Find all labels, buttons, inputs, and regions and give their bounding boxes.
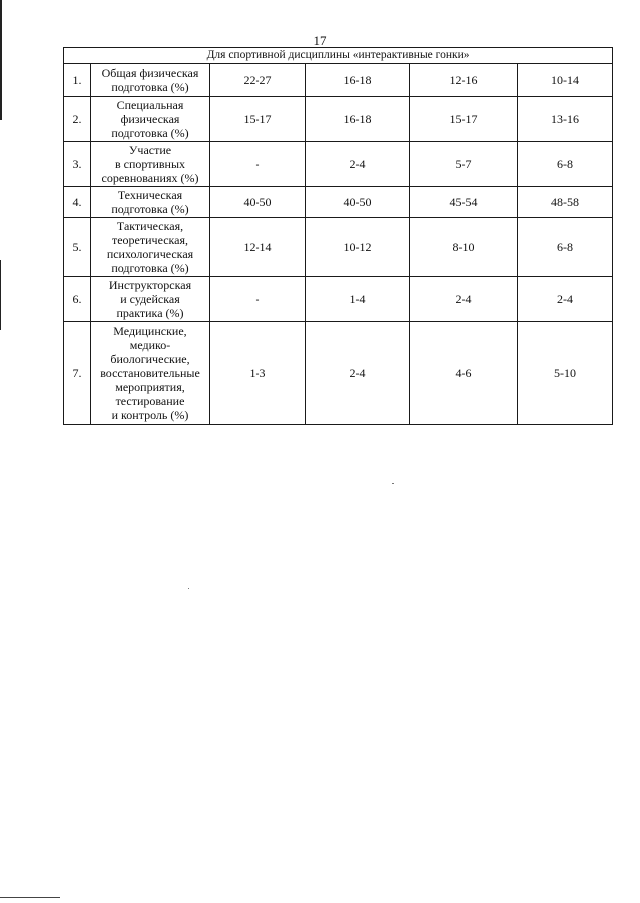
table-row [64, 142, 613, 187]
value-cell: 15-17 [410, 97, 518, 142]
row-label: Техническая подготовка (%) [91, 187, 210, 218]
value-cell: 1-4 [306, 277, 410, 322]
table-row [64, 322, 613, 425]
row-label: Медицинские, медико- биологические, восстановительные мероприятия, тестирование и контроль (%) [91, 322, 210, 425]
training-plan-table [63, 47, 613, 425]
row-number: 4. [64, 187, 91, 218]
value-cell: 13-16 [518, 97, 613, 142]
page-number: 17 [313, 33, 327, 48]
value-cell: 10-14 [518, 64, 613, 97]
row-number: 5. [64, 218, 91, 277]
value-cell: 16-18 [306, 64, 410, 97]
value-cell: 5-10 [518, 322, 613, 425]
value-cell: 12-16 [410, 64, 518, 97]
value-cell: 48-58 [518, 187, 613, 218]
scan-edge-mark [0, 260, 1, 330]
table-caption-row [64, 48, 613, 64]
table-row [64, 277, 613, 322]
value-cell: 1-3 [210, 322, 306, 425]
value-cell: 6-8 [518, 218, 613, 277]
value-cell: 45-54 [410, 187, 518, 218]
value-cell: 6-8 [518, 142, 613, 187]
row-label: Инструкторская и судейская практика (%) [91, 277, 210, 322]
value-cell: 40-50 [306, 187, 410, 218]
scan-edge-mark [0, 897, 60, 898]
value-cell: 2-4 [306, 322, 410, 425]
row-label: Общая физическая подготовка (%) [91, 64, 210, 97]
value-cell: 16-18 [306, 97, 410, 142]
value-cell: 12-14 [210, 218, 306, 277]
table-row [64, 218, 613, 277]
value-cell: 2-4 [306, 142, 410, 187]
table-row [64, 64, 613, 97]
value-cell: 8-10 [410, 218, 518, 277]
scan-speck [188, 588, 189, 589]
scan-speck [392, 483, 394, 484]
value-cell: 2-4 [518, 277, 613, 322]
value-cell: 15-17 [210, 97, 306, 142]
row-number: 1. [64, 64, 91, 97]
value-cell: 22-27 [210, 64, 306, 97]
row-label: Специальная физическая подготовка (%) [91, 97, 210, 142]
table-row [64, 187, 613, 218]
row-label: Участие в спортивных соревнованиях (%) [91, 142, 210, 187]
row-number: 6. [64, 277, 91, 322]
value-cell: 40-50 [210, 187, 306, 218]
row-number: 3. [64, 142, 91, 187]
value-cell: 10-12 [306, 218, 410, 277]
row-number: 2. [64, 97, 91, 142]
value-cell: 5-7 [410, 142, 518, 187]
value-cell: - [210, 142, 306, 187]
row-number: 7. [64, 322, 91, 425]
value-cell: 2-4 [410, 277, 518, 322]
value-cell: 4-6 [410, 322, 518, 425]
table-caption: Для спортивной дисциплины «интерактивные гонки» [64, 48, 613, 64]
table-row [64, 97, 613, 142]
row-label: Тактическая, теоретическая, психологическая подготовка (%) [91, 218, 210, 277]
value-cell: - [210, 277, 306, 322]
scan-edge-mark [0, 0, 2, 120]
